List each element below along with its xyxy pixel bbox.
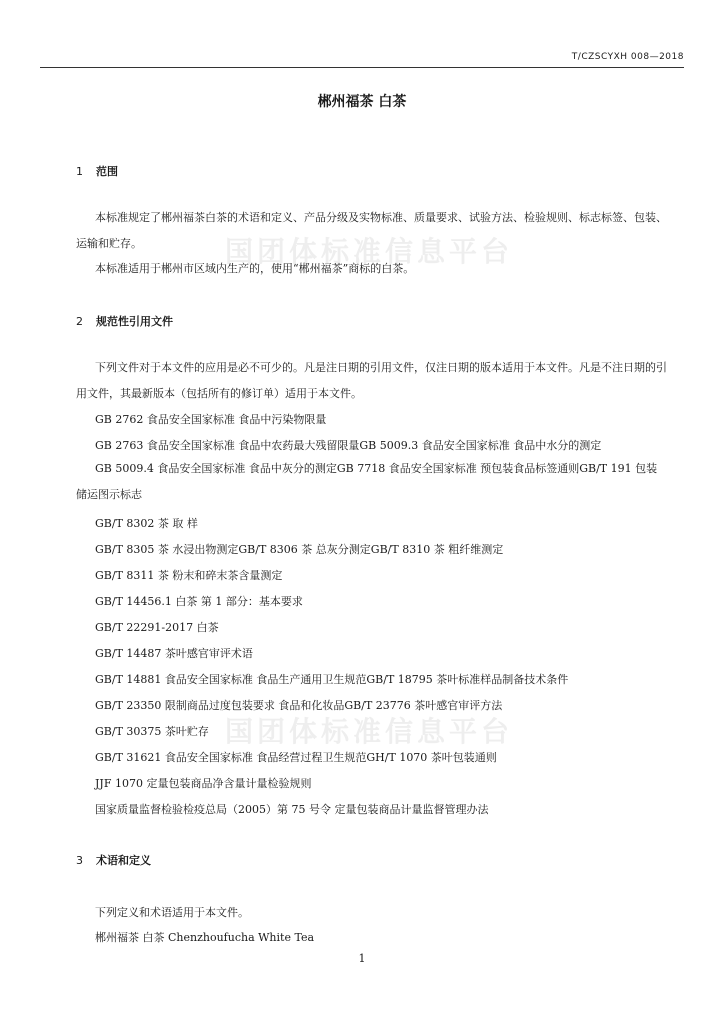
section-2-intro — [76, 355, 676, 407]
section-1-paragraph-1 — [76, 205, 676, 257]
reference-item: JJF 1070 定量包装商品净含量计量检验规则 — [95, 777, 312, 790]
reference-item: GB 2762 食品安全国家标准 食品中污染物限量 — [95, 413, 327, 426]
reference-item: GB/T 31621 食品安全国家标准 食品经营过程卫生规范GH/T 1070 茶叶包装通则 — [95, 751, 497, 764]
section-3-heading — [76, 852, 151, 868]
reference-item — [76, 456, 668, 508]
reference-item: GB/T 30375 茶叶贮存 — [95, 725, 209, 738]
section-2-title: 规范性引用文件 — [96, 315, 173, 328]
section-3-number: 3 — [76, 854, 83, 867]
watermark-text-top: 国团体标准信息平台 — [225, 235, 514, 268]
section-1-title: 范围 — [96, 165, 118, 178]
reference-item-text: GB 5009.4 食品安全国家标准 食品中灰分的测定GB 7718 食品安全国家标准 预包装食品标签通则GB/T 191 包装储运图示标志 — [76, 462, 658, 501]
watermark-text-bottom: 国团体标准信息平台 — [225, 715, 514, 748]
section-1-heading — [76, 163, 118, 179]
standard-code: T/CZSCYXH 008—2018 — [571, 52, 684, 62]
section-1-number: 1 — [76, 165, 83, 178]
section-3-title: 术语和定义 — [96, 854, 151, 867]
section-1-paragraph-2 — [76, 256, 676, 282]
reference-item: GB/T 23350 限制商品过度包装要求 食品和化妆品GB/T 23776 茶叶感官审评方法 — [95, 699, 503, 712]
section-3-intro: 下列定义和术语适用于本文件。 — [95, 906, 249, 919]
reference-item: GB 2763 食品安全国家标准 食品中农药最大残留限量GB 5009.3 食品安全国家标准 食品中水分的测定 — [95, 439, 602, 452]
reference-item: GB/T 8302 茶 取 样 — [95, 517, 198, 530]
reference-item: GB/T 14881 食品安全国家标准 食品生产通用卫生规范GB/T 18795 茶叶标准样品制备技术条件 — [95, 673, 569, 686]
section-1-paragraph-1-text: 本标准规定了郴州福茶白茶的术语和定义、产品分级及实物标准、质量要求、试验方法、检验规则、标志标签、包装、运输和贮存。 — [76, 211, 667, 250]
reference-item: GB/T 22291-2017 白茶 — [95, 621, 219, 634]
reference-item: 国家质量监督检验检疫总局（2005）第 75 号令 定量包装商品计量监督管理办法 — [95, 803, 489, 816]
section-2-intro-text: 下列文件对于本文件的应用是必不可少的。凡是注日期的引用文件，仅注日期的版本适用于本文件。凡是不注日期的引用文件，其最新版本（包括所有的修订单）适用于本文件。 — [76, 361, 667, 400]
section-2-heading — [76, 313, 173, 329]
reference-item: GB/T 14487 茶叶感官审评术语 — [95, 647, 253, 660]
section-1-paragraph-2-text: 本标准适用于郴州市区域内生产的，使用“郴州福茶”商标的白茶。 — [95, 262, 415, 275]
reference-item: GB/T 8311 茶 粉末和碎末茶含量测定 — [95, 569, 283, 582]
page-number: 1 — [358, 952, 366, 965]
term-heading: 郴州福茶 白茶 Chenzhoufucha White Tea — [95, 931, 315, 944]
header-divider — [40, 67, 684, 68]
section-2-number: 2 — [76, 315, 83, 328]
reference-item: GB/T 8305 茶 水浸出物测定GB/T 8306 茶 总灰分测定GB/T 8310 茶 粗纤维测定 — [95, 543, 504, 556]
reference-item: GB/T 14456.1 白茶 第 1 部分：基本要求 — [95, 595, 303, 608]
document-title: 郴州福茶 白茶 — [317, 94, 407, 110]
